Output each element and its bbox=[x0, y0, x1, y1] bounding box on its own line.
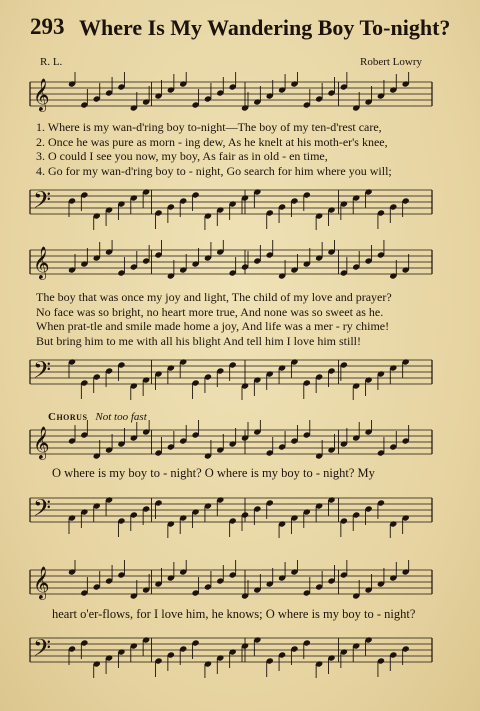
treble-clef: 𝄞 bbox=[33, 246, 50, 279]
system-2-bass-staff bbox=[0, 350, 480, 400]
staff-lines bbox=[30, 498, 432, 522]
verse-3-line: When prat-tle and smile made home a joy, And life was a mer - ry chime! bbox=[36, 319, 390, 334]
system-2-verses bbox=[36, 290, 446, 348]
treble-clef: 𝄞 bbox=[33, 566, 50, 599]
treble-clef: 𝄞 bbox=[33, 426, 50, 459]
system-3-treble-staff bbox=[0, 420, 480, 470]
verse-4-line: 4. Go for my wan-d'ring boy to - night, Go search for him where you will; bbox=[36, 163, 392, 178]
note-group bbox=[68, 496, 410, 538]
verse-1-line: The boy that was once my joy and light, The child of my love and prayer? bbox=[36, 290, 392, 304]
verse-2-line: 2. Once he was pure as morn - ing dew, As he knelt at his moth-er's knee, bbox=[36, 134, 388, 149]
system-1-verses bbox=[36, 120, 446, 178]
bass-clef: 𝄢 bbox=[33, 634, 52, 667]
hymn-number: 293 bbox=[30, 14, 65, 39]
system-4-treble-staff bbox=[0, 560, 480, 610]
bass-clef: 𝄢 bbox=[33, 186, 52, 219]
note-group bbox=[68, 188, 410, 230]
system-2-treble-staff bbox=[0, 240, 480, 290]
words-credit: R. L. bbox=[40, 56, 63, 68]
treble-clef: 𝄞 bbox=[33, 78, 50, 111]
note-group bbox=[68, 636, 410, 678]
system-1-bass-staff bbox=[0, 180, 480, 230]
verse-2-line: No face was so bright, no heart more true, And none was so sweet as he. bbox=[36, 304, 384, 319]
hymn-title: Where Is My Wandering Boy To-night? bbox=[79, 15, 451, 40]
system-4-bass-staff bbox=[0, 628, 480, 678]
bass-clef: 𝄢 bbox=[33, 356, 52, 389]
chorus-line-2: heart o'er-flows, for I love him, he knows; O where is my boy to - night? bbox=[52, 607, 416, 621]
system-1-treble-staff bbox=[0, 72, 480, 122]
note-group bbox=[68, 358, 410, 400]
tempo-marking: Not too fast bbox=[95, 411, 147, 423]
system-3-bass-staff bbox=[0, 488, 480, 538]
chorus-line-1: O where is my boy to - night? O where is my boy to - night? My bbox=[52, 466, 375, 480]
bass-clef: 𝄢 bbox=[33, 494, 52, 527]
chorus-label: Chorus bbox=[48, 411, 88, 423]
music-credit: Robert Lowry bbox=[359, 56, 422, 68]
verse-1-line: 1. Where is my wan-d'ring boy to-night—The boy of my ten-d'rest care, bbox=[36, 120, 382, 134]
verse-3-line: 3. O could I see you now, my boy, As fair as in old - en time, bbox=[36, 149, 328, 164]
verse-4-line: But bring him to me with all his blight And tell him I love him still! bbox=[36, 333, 361, 348]
